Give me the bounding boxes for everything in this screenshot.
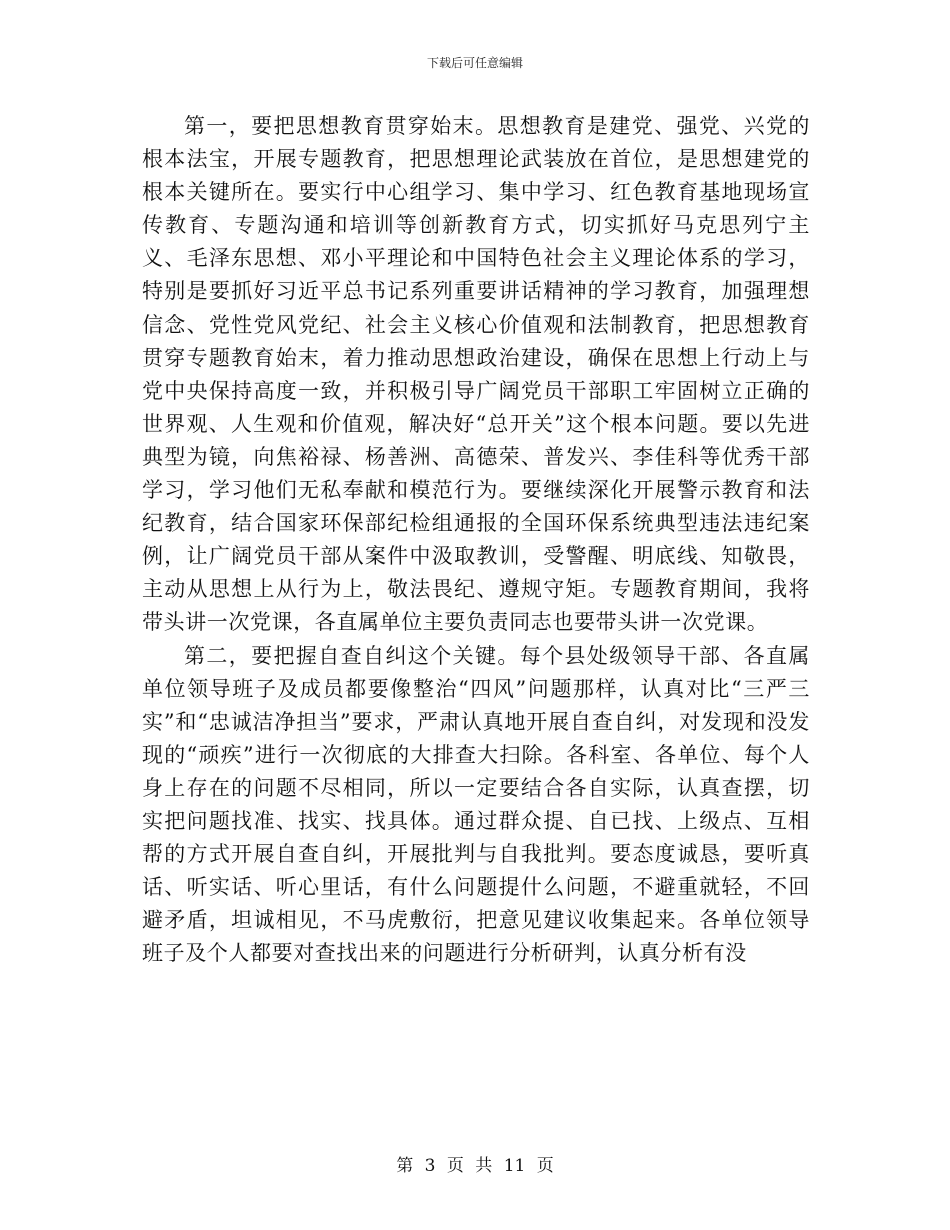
paragraph-1: 第一，要把思想教育贯穿始末。思想教育是建党、强党、兴党的根本法宝，开展专题教育，把思想理论武装放在首位，是思想建党的根本关键所在。要实行中心组学习、集中学习、红色教育基地现场宣传教育、专题沟通和培训等创新教育方式，切实抓好马克思列宁主义、毛泽东思想、邓小平理论和中国特色社会主义理论体系的学习，特别是要抓好习近平总书记系列重要讲话精神的学习教育，加强理想信念、党性党风党纪、社会主义核心价值观和法制教育，把思想教育贯穿专题教育始末，着力推动思想政治建设，确保在思想上行动上与党中央保持高度一致，并积极引导广阔党员干部职工牢固树立正确的世界观、人生观和价值观，解决好“总开关”这个根本问题。要以先进典型为镜，向焦裕禄、杨善洲、高德荣、普发兴、李佳科等优秀干部学习，学习他们无私奉献和模范行为。要继续深化开展警示教育和法纪教育，结合国家环保部纪检组通报的全国环保系统典型违法违纪案例，让广阔党员干部从案件中汲取教训，受警醒、明底线、知敬畏，主动从思想上从行为上，敬法畏纪、遵规守矩。专题教育期间，我将带头讲一次党课，各直属单位主要负责同志也要带头讲一次党课。 [142,114,810,635]
paragraph-2: 第二，要把握自查自纠这个关键。每个县处级领导干部、各直属单位领导班子及成员都要像整治“四风”问题那样，认真对比“三严三实”和“忠诚洁净担当”要求，严肃认真地开展自查自纠，对发现和没发现的“顽疾”进行一次彻底的大排查大扫除。各科室、各单位、每个人身上存在的问题不尽相同，所以一定要结合各自实际，认真查摆，切实把问题找准、找实、找具体。通过群众提、自已找、上级点、互相帮的方式开展自查自纠，开展批判与自我批判。要态度诚恳，要听真话、听实话、听心里话，有什么问题提什么问题，不避重就轻，不回避矛盾，坦诚相见，不马虎敷衍，把意见建议收集起来。各单位领导班子及个人都要对查找出来的问题进行分析研判，认真分析有没 [142,643,810,966]
page-footer: 第 3 页 共 11 页 [396,1156,554,1176]
body-text [142,110,810,970]
page-header: 下载后可任意编辑 [426,56,523,70]
